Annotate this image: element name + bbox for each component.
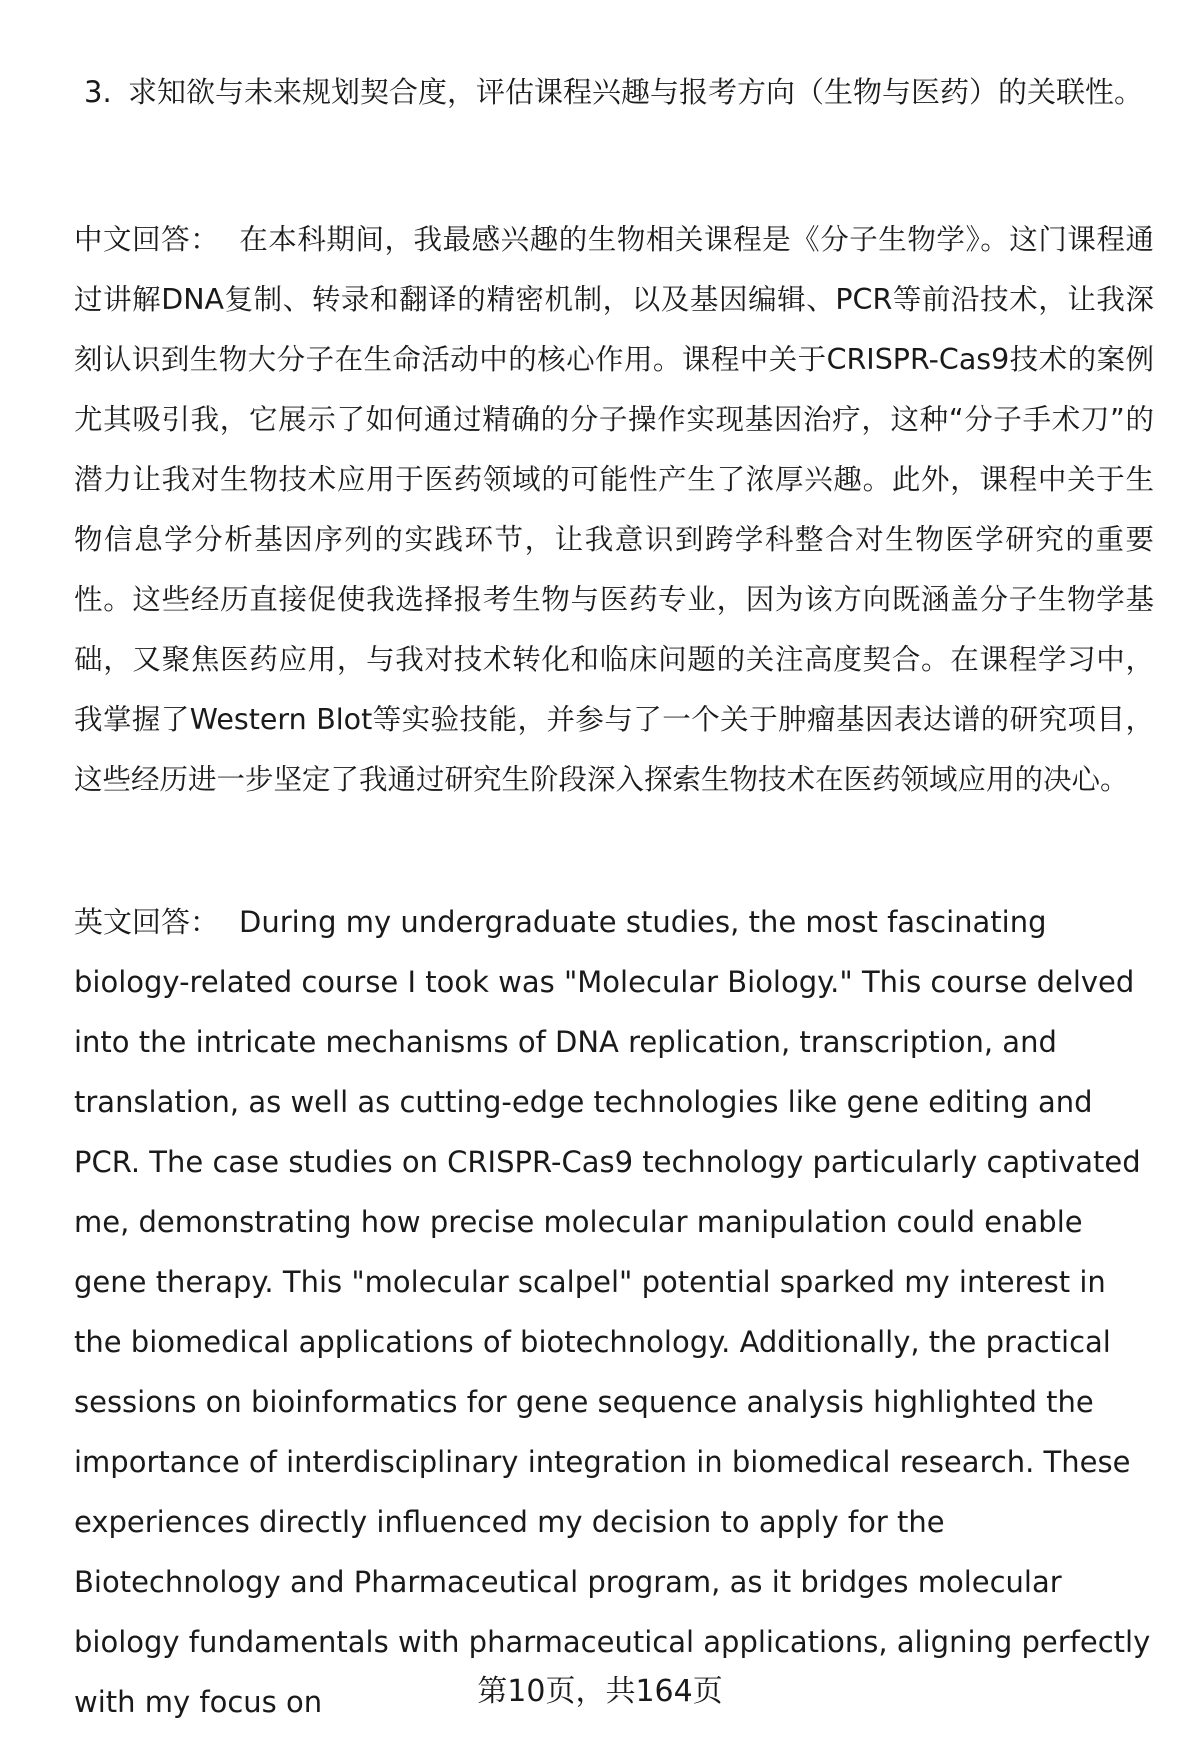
- question-item: [84, 62, 1144, 123]
- english-answer-text: During my undergraduate studies, the most fascinating biology-related course I took was "Molecular Biology." This course delved into the intricate mechanisms of DNA replication, transcription, and translation, as well as cutting-edge technologies like gene editing and PCR. The case studies on CRISPR-Cas9 technology particularly captivated me, demonstrating how precise molecular manipulation could enable gene therapy. This "molecular scalpel" potential sparked my interest in the biomedical applications of biotechnology. Additionally, the practical sessions on bioinformatics for gene sequence analysis highlighted the importance of interdisciplinary integration in biomedical research. These experiences directly influenced my decision to apply for the Biotechnology and Pharmaceutical program, as it bridges molecular biology fundamentals with pharmaceutical applications, aligning perfectly with my focus on: [74, 905, 1151, 1719]
- page-number-footer: 第10页，共164页: [477, 1674, 723, 1709]
- english-answer-paragraph: [74, 892, 1154, 1732]
- english-answer-label: 英文回答：: [74, 905, 220, 939]
- question-number: 3.: [84, 75, 112, 109]
- chinese-answer-text: 在本科期间，我最感兴趣的生物相关课程是《分子生物学》。这门课程通过讲解DNA复制、转录和翻译的精密机制，以及基因编辑、PCR等前沿技术，让我深刻认识到生物大分子在生命活动中的核心作用。课程中关于CRISPR-Cas9技术的案例尤其吸引我，它展示了如何通过精确的分子操作实现基因治疗，这种“分子手术刀”的潜力让我对生物技术应用于医药领域的可能性产生了浓厚兴趣。此外，课程中关于生物信息学分析基因序列的实践环节，让我意识到跨学科整合对生物医学研究的重要性。这些经历直接促使我选择报考生物与医药专业，因为该方向既涵盖分子生物学基础，又聚焦医药应用，与我对技术转化和临床问题的关注高度契合。在课程学习中，我掌握了Western Blot等实验技能，并参与了一个关于肿瘤基因表达谱的研究项目，这些经历进一步坚定了我通过研究生阶段深入探索生物技术在医药领域应用的决心。: [74, 223, 1154, 796]
- question-text: 求知欲与未来规划契合度，评估课程兴趣与报考方向（生物与医药）的关联性。: [128, 75, 1144, 109]
- chinese-answer-label: 中文回答：: [74, 223, 220, 256]
- chinese-answer-paragraph: [74, 210, 1154, 810]
